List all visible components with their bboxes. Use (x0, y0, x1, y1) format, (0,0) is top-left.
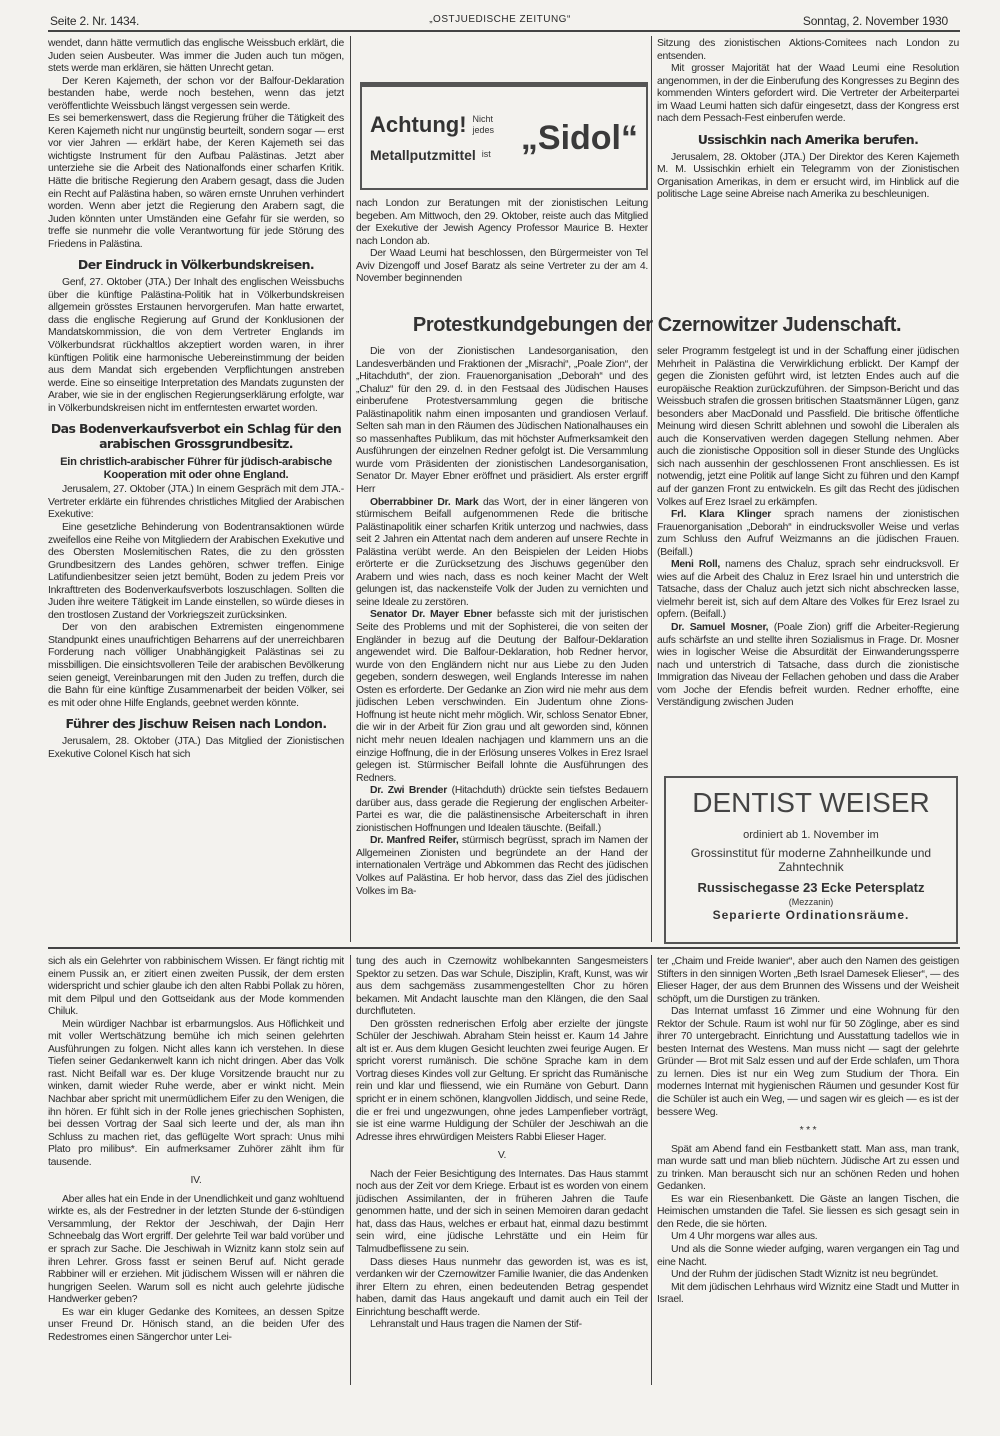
section-marker: V. (497, 1150, 507, 1162)
paragraph-text: befasste sich mit der juristischen Seite des Problems und mit der Sophisterei, die von seiten der Engländer in bezug auf die Deutung der Balfour-Deklaration angewendet wird. Die Balfour-Deklaration, hob Redner hervor, wurde von den Engländern nicht nur aus Liebe zu den Juden gegeben, sondern deswegen, weil Englands Interesse im nahen Osten es erforderte. Der Gedanke an Zion wird nie mehr aus dem jüdischen Leben verschwinden. Ein Judentum ohne Zions-Hoffnung ist heute nicht mehr möglich. Wir, schloss Senator Ebner, die wir in der Arbeit für Zion grau und alt geworden sind, können nicht mehr neuen Idealen nachjagen und klammern uns an die einzige Hoffnung, die in der Erlösung unseres Volkes in Erez Israel gelegen ist. Stürmischer Beifall lohnte die Ausführungen des Redners. (356, 609, 648, 784)
ad-nicht-jedes: Nicht jedes (472, 113, 495, 135)
paragraph: Jerusalem, 27. Oktober (JTA.) In einem Gespräch mit dem JTA.-Vertreter erklärte ein führendes christliches Mitglied der Arabischen Exekutive: (48, 484, 344, 521)
section-heading: Der Eindruck in Völkerbundskreisen. (77, 257, 315, 273)
paragraph-text: stürmisch begrüsst, sprach im Namen der Allgemeinen Zionisten und begründete an der Hand der internationalen Verträge und Abkommen das Recht des jüdischen Volkes auf Palästina. Er hob hervor, dass das Ziel des jüdischen Volkes im Ba- (356, 835, 648, 897)
article-column (356, 346, 648, 944)
paragraph: Spät am Abend fand ein Festbankett statt. Man ass, man trank, man wurde satt und man blieb nüchtern. Jüdische Art zu essen und zu trinken. Man berauscht sich nur an schönen Reden und hohen Gedanken. (657, 1143, 959, 1193)
paragraph: Eine gesetzliche Behinderung von Bodentransaktionen würde zweifellos eine Reihe von Mitgliedern der Arabischen Exekutive und des Obersten Moslemitischen Rates, die zu den grössten Grundbesitzern des Landes gehören, schwer treffen. Einige Latifundienbesitzer seien jetzt bemüht, Boden zu jedem Preis vor Inkrafttreten des Bodenverkaufsverbots loszuschlagen. Sollten die Juden ihre weitere Tätigkeit im Lande einstellen, so würde dieses in den trostlosen Zustand der Vorkriegszeit zurücksinken. (48, 521, 344, 621)
article-headline: Protestkundgebungen der Czernowitzer Judenschaft. (412, 314, 902, 336)
paragraph: ter „Chaim und Freide Iwanier“, aber auch den Namen des geistigen Stifters in den sinnigen Worten „Beth Israel Damesek Elieser“, — des Elieser Hager, der aus dem Brunnen des Wissens und der Weisheit schöpft, um die Durstigen zu tränken. (657, 956, 959, 1005)
speaker-name: Frl. Klara Klinger (671, 509, 772, 521)
article-column (48, 38, 344, 944)
paragraph (356, 835, 648, 898)
paragraph: Genf, 27. Oktober (JTA.) Der Inhalt des englischen Weissbuchs über die künftige Palästina-Politik hat in Völkerbundskreisen allgemein grösstes Erstaunen hervorgerufen. Man hatte erwartet, dass die englische Regierung auf Grund der Konklusionen der Mandatskommission, die von dem Vertreter Englands im Völkerbundsrat rückhaltlos akzeptiert worden waren, in ihrer künftigen Politik eine harmonische Uebereinstimmung der beiden aus dem Mandat sich ergebenden Verpflichtungen anstreben werde. Eine so einseitige Interpretation des Mandats zugunsten der Araber, wie sie in der englischen Regierungserklärung erfolgte, war in Völkerbundskreisen nicht im entferntesten erwartet worden. (48, 277, 344, 414)
paragraph: sich als ein Gelehrter von rabbinischem Wissen. Er fängt richtig mit einem Pussik an, er zitiert einen zweiten Pussik, der dem ersten widerspricht und schier glaube ich den alten Rabbi Pollak zu hören, mit dem Pilpul und den Gottseidank aus der Mode kommenden Chiluk. (48, 956, 344, 1018)
column-divider (350, 955, 351, 1385)
speaker-name: Senator Dr. Mayer Ebner (370, 609, 492, 621)
paragraph-text: (Poale Zion) griff die Arbeiter-Regierung aufs schärfste an und stellte ihren Sozialismus in Frage. Dr. Mosner wies in logischer Weise die Absurdität der Einwanderungssperre nach und unterstrich di Tatsache, dass durch die zionistische Immigration das Niveau der Fellachen gehoben und dass die Araber vom Joche der Efendis befreit wurden. Redner erhoffte, eine Verständigung zwischen Juden (657, 622, 959, 709)
paragraph: Es sei bemerkenswert, dass die Regierung früher die Tätigkeit des Keren Kajemeth nicht nur ungünstig beurteilt, sondern sogar — erst vor vier Jahren — erklärt habe, der Keren Kajemeth sei das wichtigste Instrument für den Aufbau Palästinas. Jetzt aber unterziehe sie die Arbeit des Nationalfonds einer scharfen Kritik. Hätte die britische Regierung den Arabern gesagt, dass die Juden ein Recht auf Palästina haben, so wären ernste Unruhen verhindert worden. Wenn aber jetzt die Regierung den Arabern sagt, die Juden könnten unter Umständen eine Gefahr für sie werden, so treffe sie nunmehr die volle Verantwortung für jede Störung des Friedens in Palästina. (48, 113, 344, 250)
paragraph: wendet, dann hätte vermutlich das englische Weissbuch erklärt, die Juden seien Ausbeuter. Was immer die Juden auch tun mögen, stets werde man erklären, sie hätten Unrecht getan. (48, 38, 344, 75)
paragraph (356, 497, 648, 610)
paragraph: Sitzung des zionistischen Aktions-Comitees nach London zu entsenden. (657, 38, 959, 62)
paragraph (356, 785, 648, 835)
paragraph: Das Internat umfasst 16 Zimmer und eine Wohnung für den Rektor der Schule. Raum ist wohl nur für 50 Zöglinge, aber es sind ihrer 70 untergebracht. Einrichtung und Ausstattung tadellos wie in besten Internat des Westens. Man muss nicht — sagt der gelehrte Gründer — Brot mit Salz essen und auf der Erde schlafen, um Thora zu lernen. Dies ist nur ein Weg zum Studium der Thora. Ein modernes Internat mit hygienischen Räumen und gesunder Kost für die Schüler ist auch ein Weg, — und sagen wir es gleich — es ist der bessere Weg. (657, 1006, 959, 1118)
paragraph: tung des auch in Czernowitz wohlbekannten Sangesmeisters Spektor zu setzen. Das war Schule, Disziplin, Kraft, Kunst, was wir aus dem sachgemäss zusammengestellten Chor zu hören bekamen. Mit Andacht lauschte man den Klängen, die den Saal durchfluteten. (356, 956, 648, 1018)
dentist-title: DENTIST WEISER (692, 787, 930, 818)
column-divider (651, 955, 652, 1385)
ad-sidol-brand: „Sidol“ (520, 118, 638, 157)
article-column (657, 346, 959, 766)
ad-metallputzmittel: Metallputzmittel (370, 146, 476, 163)
paragraph: Lehranstalt und Haus tragen die Namen der Stif- (370, 1319, 582, 1331)
dentist-mezzanin: (Mezzanin) (788, 897, 834, 907)
paragraph: Mit dem jüdischen Lehrhaus wird Wiznitz eine Stadt und Mutter in Israel. (657, 1281, 959, 1306)
paragraph: Jerusalem, 28. Oktober (JTA.) Der Direktor des Keren Kajemeth M. M. Ussischkin erhielt ein Telegramm von der Zionistischen Organisation Amerikas, in dem er ersucht wird, im Hinblick auf die politische Lage seine Abreise nach Amerika zu beschleunigen. (657, 151, 959, 201)
section-heading: Führer des Jischuw Reisen nach London. (65, 716, 327, 732)
paragraph-text: (Hitachduth) drückte sein tiefstes Bedauern darüber aus, dass gerade die Regierung der englischen Arbeiter-Partei es war, die die palästinensische Arbeiterschaft in ihren zionistischen Hoffnungen und Idealen täuschte. (Beifall.) (356, 785, 648, 834)
header-rule (48, 30, 960, 32)
masthead-title: „OSTJUEDISCHE ZEITUNG“ (429, 14, 571, 25)
paragraph: Nach der Feier Besichtigung des Internates. Das Haus stammt noch aus der Zeit vor dem Kriege. Erbaut ist es worden von einem jüdischen Assimilanten, der in früheren Jahren die Taufe genommen hatte, und der sich in seinen Memoiren daran gedacht hat, dass das Haus, welches er erbaut hat, einmal dazu bestimmt sein wird, eine jüdische Lehrstätte und ein Heim für Talmudbeflissene zu sein. (356, 1168, 648, 1256)
paragraph: Der Keren Kajemeth, der schon vor der Balfour-Deklaration bestanden habe, werde noch bestehen, wenn das jetzt veröffentlichte Weissbuch längst vergessen sein werde. (48, 75, 344, 112)
paragraph-text: sprach namens der zionistischen Frauenorganisation „Deborah“ in eindrucksvoller Weise und verlas zum Schluss den Aufruf Weizmanns an die jüdischen Frauen. (Beifall.) (657, 509, 959, 558)
article-column (356, 956, 648, 1386)
paragraph: Der von den arabischen Extremisten eingenommene Standpunkt eines unaufrichtigen Beharrens auf der unerreichbaren Forderung nach völliger Unabhängigkeit Palästinas sei zu missbilligen. Die einsichtsvolleren Teile der arabischen Bevölkerung seien geneigt, Vereinbarungen mit den Juden zu treffen, durch die die Bahn für eine künftige Zusammenarbeit der beiden Völker, sei es mit oder ohne Hilfe Englands, geebnet werden könnte. (48, 622, 344, 709)
paragraph: Mein würdiger Nachbar ist erbarmungslos. Aus Höflichkeit und mit voller Wertschätzung bemühe ich mich seinen gelehrten Ausführungen zu folgen. Nicht alles kann ich verstehen. In diese Tiefen seiner Gedankenwelt kann ich nicht dringen. Aber das Volk rast. Nicht Beifall war es. Der kluge Vorsitzende braucht nur zu winken, damit wieder Ruhe werde, aber er winkt nicht. Mein Nachbar aber spricht mit unermüdlichem Eifer zu den Wenigen, die ihn hören. Er fühlt sich in der Rolle jenes griechischen Sophisten, bei dessen Vortrag der Saal sich leerte und der, als man ihn Schluss zu machen riet, das geflügelte Wort sprach: Unus mihi Plato pro milibus*. Ein aufmerksamer Zuhörer zählt ihm für tausende. (48, 1018, 344, 1168)
paragraph: nach London zur Beratungen mit der zionistischen Leitung begeben. Am Mittwoch, den 29. Oktober, reiste auch das Mitglied der Exekutive der Jewish Agency Professor Maurice B. Hexter nach London ab. (356, 198, 648, 247)
paragraph: seler Programm festgelegt ist und in der Schaffung einer jüdischen Mehrheit in Palästina die Verwirklichung erblickt. Der Kampf der gegen die Zionisten geführt wird, ist letzten Endes auch auf die europäische Reaktion zurückzuführen. der Simpson-Bericht und das Weissbuch strafen die grossen britischen Staatsmänner Lügen, ganz besonders aber MacDonald und Passfield. Die britische öffentliche Meinung wird diesen Schritt ablehnen und sowohl die Liberalen als auch die Konservativen werden dagegen Stellung nehmen. Aber auch die zionistische Opposition soll in dieser Stunde des Unglücks sich nach aussenhin der geschlossenen Front anschliessen. Es ist notwendig, jetzt eine Politik auf lange Sicht zu führen und den Kampf auf der ganzen Front zu entwickeln. Es gilt das Recht des jüdischen Volkes auf Erez Israel zu erkämpfen. (657, 346, 959, 508)
paragraph: Der Waad Leumi hat beschlossen, den Bürgermeister von Tel Aviv Dizengoff und Josef Baratz als seine Vertreter zu der am 4. November beginnenden (356, 248, 648, 285)
paragraph: Um 4 Uhr morgens war alles aus. (671, 1231, 818, 1243)
ad-ist: ist (481, 149, 491, 159)
column-divider (651, 36, 652, 942)
page-number: Seite 2. Nr. 1434. (50, 14, 140, 28)
article-column (356, 198, 648, 306)
section-subheading: Ein christlich-arabischer Führer für jüdisch-arabische Kooperation mit oder ohne England. (60, 456, 332, 481)
article-column (657, 956, 959, 1386)
paragraph: Mit grosser Majorität hat der Waad Leumi eine Resolution angenommen, in der die Einberufung des Kongresses zu Beginn des kommenden Winters gefordert wird. Die Vertreter der Arbeiterpartei im Waad Leumi hatten sich dafür eingesetzt, dass der Kongress erst nach dem Pessach-Fest einberufen werde. (657, 63, 959, 125)
paragraph: Jerusalem, 28. Oktober (JTA.) Das Mitglied der Zionistischen Exekutive Colonel Kisch hat sich (48, 736, 344, 760)
section-marker: * * * (799, 1125, 817, 1137)
section-rule (48, 947, 960, 949)
dentist-advertisement (664, 776, 958, 944)
paragraph: Den grössten rednerischen Erfolg aber erzielte der jüngste Schüler der Jeschiwah. Abraham Stein heisst er. Kaum 14 Jahre alt ist er. Aus dem klugen Gesicht leuchten zwei feurige Augen. Er spricht vorerst rumänisch. Die schöne Sprache kam in dem Vortrag dieses Kindes voll zur Geltung. Er spricht das Rumänische rein und klar und fliessend, wie ein Rumäne von Geburt. Dann spricht er in einem schönen, klangvollen Jiddisch, und seine Rede, die er frei und ungezwungen, ohne jedes Lampenfieber vorträgt, sie ist eine warme Huldigung der Schüler der Jeschiwah an die Adresse ihres ehrwürdigen Meisters Rabbi Elieser Hager. (356, 1018, 648, 1143)
dentist-line3: Separierte Ordinationsräume. (712, 908, 910, 922)
speaker-name: Oberrabbiner Dr. Mark (370, 496, 479, 508)
paragraph (657, 622, 959, 710)
dentist-line2: Grossinstitut für moderne Zahnheilkunde und Zahntechnik (690, 846, 932, 874)
section-marker: IV. (190, 1175, 202, 1187)
issue-date: Sonntag, 2. November 1930 (802, 14, 948, 28)
sidol-advertisement (360, 82, 648, 190)
dentist-address: Russischegasse 23 Ecke Petersplatz (697, 880, 925, 895)
paragraph-text: das Wort, der in einer längeren von stürmischem Beifall aufgenommenen Rede die britische Palästinapolitik einer scharfen Kritik unterzog und nachwies, dass seit 2 Jahren ein Attentat nach dem anderen auf unsere Rechte in Palästina verübt werde. An den Beispielen der Leiden Hiobs erörterte er die Zurücksetzung des Jischuws gegenüber den Arabern und wies nach, dass es noch keiner Macht der Welt gelungen ist, das nackensteife Volk der Juden zu vernichten und seine Ideale zu zerstören. (356, 496, 648, 608)
dentist-line1: ordiniert ab 1. November im (743, 829, 879, 841)
paragraph: Und als die Sonne wieder aufging, waren vergangen ein Tag und eine Nacht. (657, 1244, 959, 1268)
speaker-name: Dr. Manfred Reifer, (370, 835, 459, 847)
section-heading: Das Bodenverkaufsverbot ein Schlag für den arabischen Grossgrundbesitz. (50, 421, 342, 452)
article-column (48, 956, 344, 1386)
paragraph: Aber alles hat ein Ende in der Unendlichkeit und ganz wohltuend wirkte es, als der Festredner in der letzten Stunde der 6-stündigen Versammlung, der Rektor der Jeschiwah, der Dajin Herr Schneebalg das Wort ergriff. Der gelehrte Teil war bald vorüber und er sprach zur Sache. Die Jeschiwah in Wiznitz kann stolz sein auf ihren Lehrer. Gross fasst er seinen Beruf auf. Nicht gerade Rabbiner will er erziehen. Mit jüdischem Wissen will er nähren die hungrigen Seelen. Warum soll es nicht auch gelehrte jüdische Handwerker geben? (48, 1193, 344, 1306)
paragraph: Es war ein kluger Gedanke des Komitees, an dessen Spitze unser Freund Dr. Hönisch stand, an die beiden Ufer des Redestromes einen Sängerchor unter Lei- (48, 1306, 344, 1343)
speaker-name: Dr. Zwi Brender (370, 785, 447, 797)
paragraph: Die von der Zionistischen Landesorganisation, den Landesverbänden und Fraktionen der „Misrachi“, „Poale Zion“, der „Hitachduth“, der zion. Frauenorganisation „Deborah“ und des „Chaluz“ für den 29. d. in den Festsaal des Jüdischen Hauses einberufene Protestversammlung gegen die britische Palästinapolitik nahm einen imposanten und grandiosen Verlauf. Selten sah man in den Räumen des Jüdischen Nationalhauses ein so massenhaftes Publikum, das mit höchster Aufmerksamkeit den Ausführungen der einzelnen Redner gefolgt ist. Die Versammlung wurde vom Präsidenten der zionistischen Landesorganisation, Senator Dr. Mayer Ebner eröffnet und präsidiert. Als erster ergriff Herr (356, 346, 648, 496)
section-heading: Ussischkin nach Amerika berufen. (697, 131, 919, 147)
paragraph (657, 559, 959, 622)
article-column (657, 38, 959, 304)
speaker-name: Meni Roll, (671, 559, 721, 571)
paragraph-text: namens des Chaluz, sprach sehr eindrucksvoll. Er wies auf die Arbeit des Chaluz in Erez Israel hin und unterstrich die Tatsache, dass der Chaluz auch jetzt sich nicht abschrecken lasse, vielmehr bereit ist, sich auf dem Altare des Volkes für Erez Israel zu opfern. (Beifall.) (657, 559, 959, 621)
paragraph: Und der Ruhm der jüdischen Stadt Wiznitz ist neu begründet. (671, 1269, 939, 1281)
speaker-name: Dr. Samuel Mosner, (671, 622, 769, 634)
paragraph: Es war ein Riesenbankett. Die Gäste an langen Tischen, die Heimischen umstanden die Tafel. Sie liessen es sich gesagt sein in den Rede, die sie hörten. (657, 1193, 959, 1230)
paragraph (657, 509, 959, 559)
ad-achtung: Achtung! (370, 111, 467, 137)
paragraph: Dass dieses Haus nunmehr das geworden ist, was es ist, verdanken wir der Czernowitzer Familie Iwanier, die das Andenken ihrer Eltern zu ehren, einen bedeutenden Betrag gespendet haben, damit das Haus angekauft und damit auch ein Teil der Einrichtung beschafft werde. (356, 1256, 648, 1318)
paragraph (356, 609, 648, 785)
column-divider (350, 36, 351, 942)
